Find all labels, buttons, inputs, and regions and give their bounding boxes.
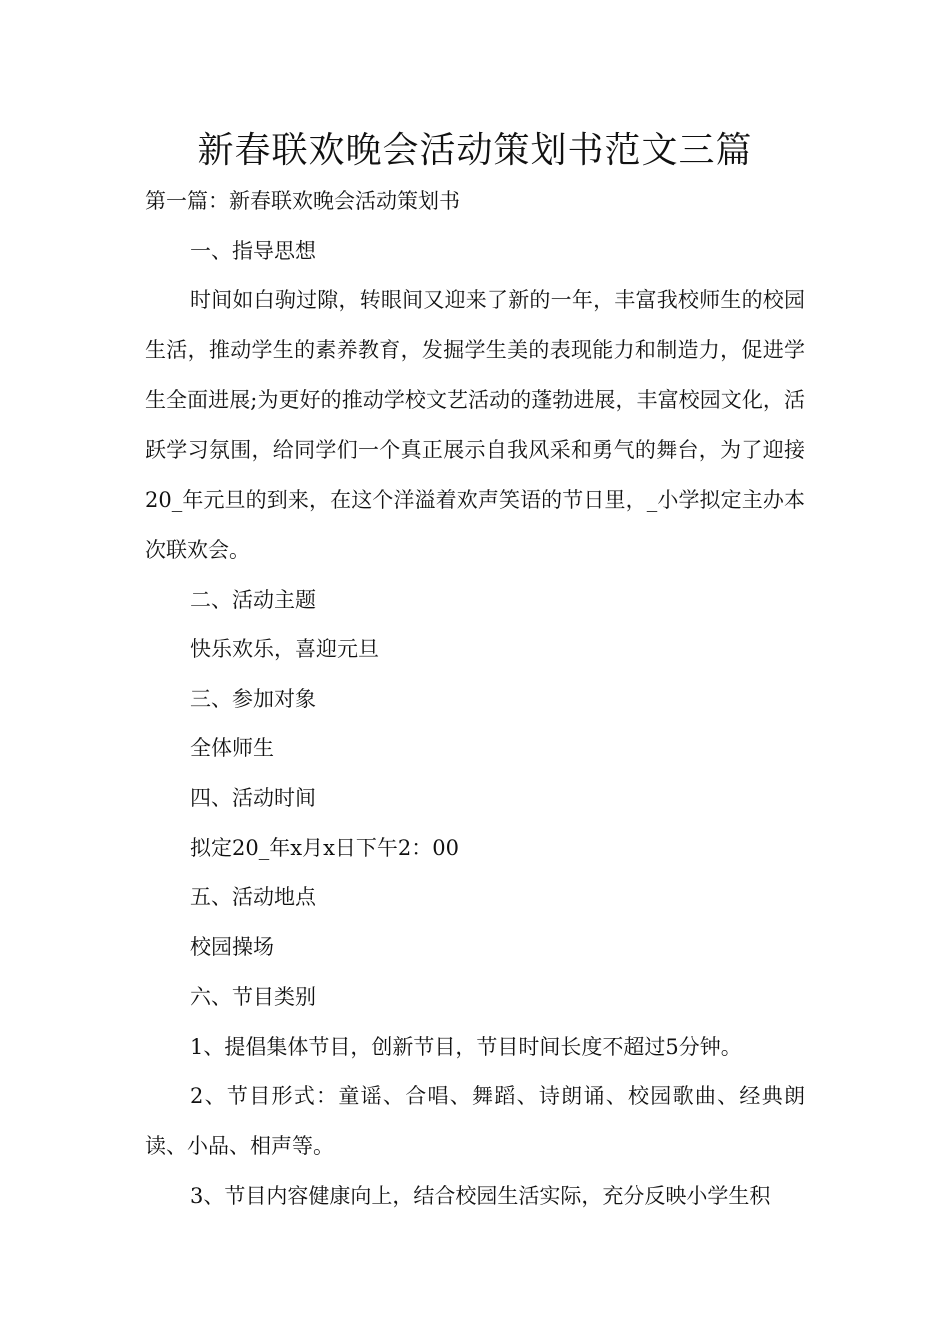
section-content-participants: 全体师生	[190, 736, 274, 760]
section-heading-location: 五、活动地点	[190, 885, 316, 909]
section-heading-time: 四、活动时间	[190, 786, 316, 810]
program-item-1: 1、提倡集体节目，创新节目，节目时间长度不超过5分钟。	[190, 1035, 742, 1059]
program-item-2: 2、节目形式：童谣、合唱、舞蹈、诗朗诵、校园歌曲、经典朗读、小品、相声等。	[145, 1084, 805, 1158]
section-content-time: 拟定20_年x月x日下午2：00	[190, 836, 459, 860]
part-heading: 第一篇：新春联欢晚会活动策划书	[145, 189, 460, 213]
intro-paragraph: 时间如白驹过隙，转眼间又迎来了新的一年，丰富我校师生的校园生活，推动学生的素养教育，发掘学生美的表现能力和制造力，促进学生全面进展;为更好的推动学校文艺活动的蓬勃进展，丰富校园文化，活跃学习氛围，给同学们一个真正展示自我风采和勇气的舞台，为了迎接20_年元旦的到来，在这个洋溢着欢声笑语的节日里，_小学拟定主办本次联欢会。	[145, 288, 805, 562]
section-heading-participants: 三、参加对象	[190, 687, 316, 711]
section-content-location: 校园操场	[190, 935, 274, 959]
section-heading-guiding-ideology: 一、指导思想	[190, 239, 316, 263]
document-title: 新春联欢晚会活动策划书范文三篇	[197, 130, 753, 171]
section-heading-program-categories: 六、节目类别	[190, 985, 316, 1009]
section-heading-theme: 二、活动主题	[190, 588, 316, 612]
program-item-3: 3、节目内容健康向上，结合校园生活实际，充分反映小学生积	[190, 1184, 771, 1208]
section-content-theme: 快乐欢乐，喜迎元旦	[190, 637, 379, 661]
